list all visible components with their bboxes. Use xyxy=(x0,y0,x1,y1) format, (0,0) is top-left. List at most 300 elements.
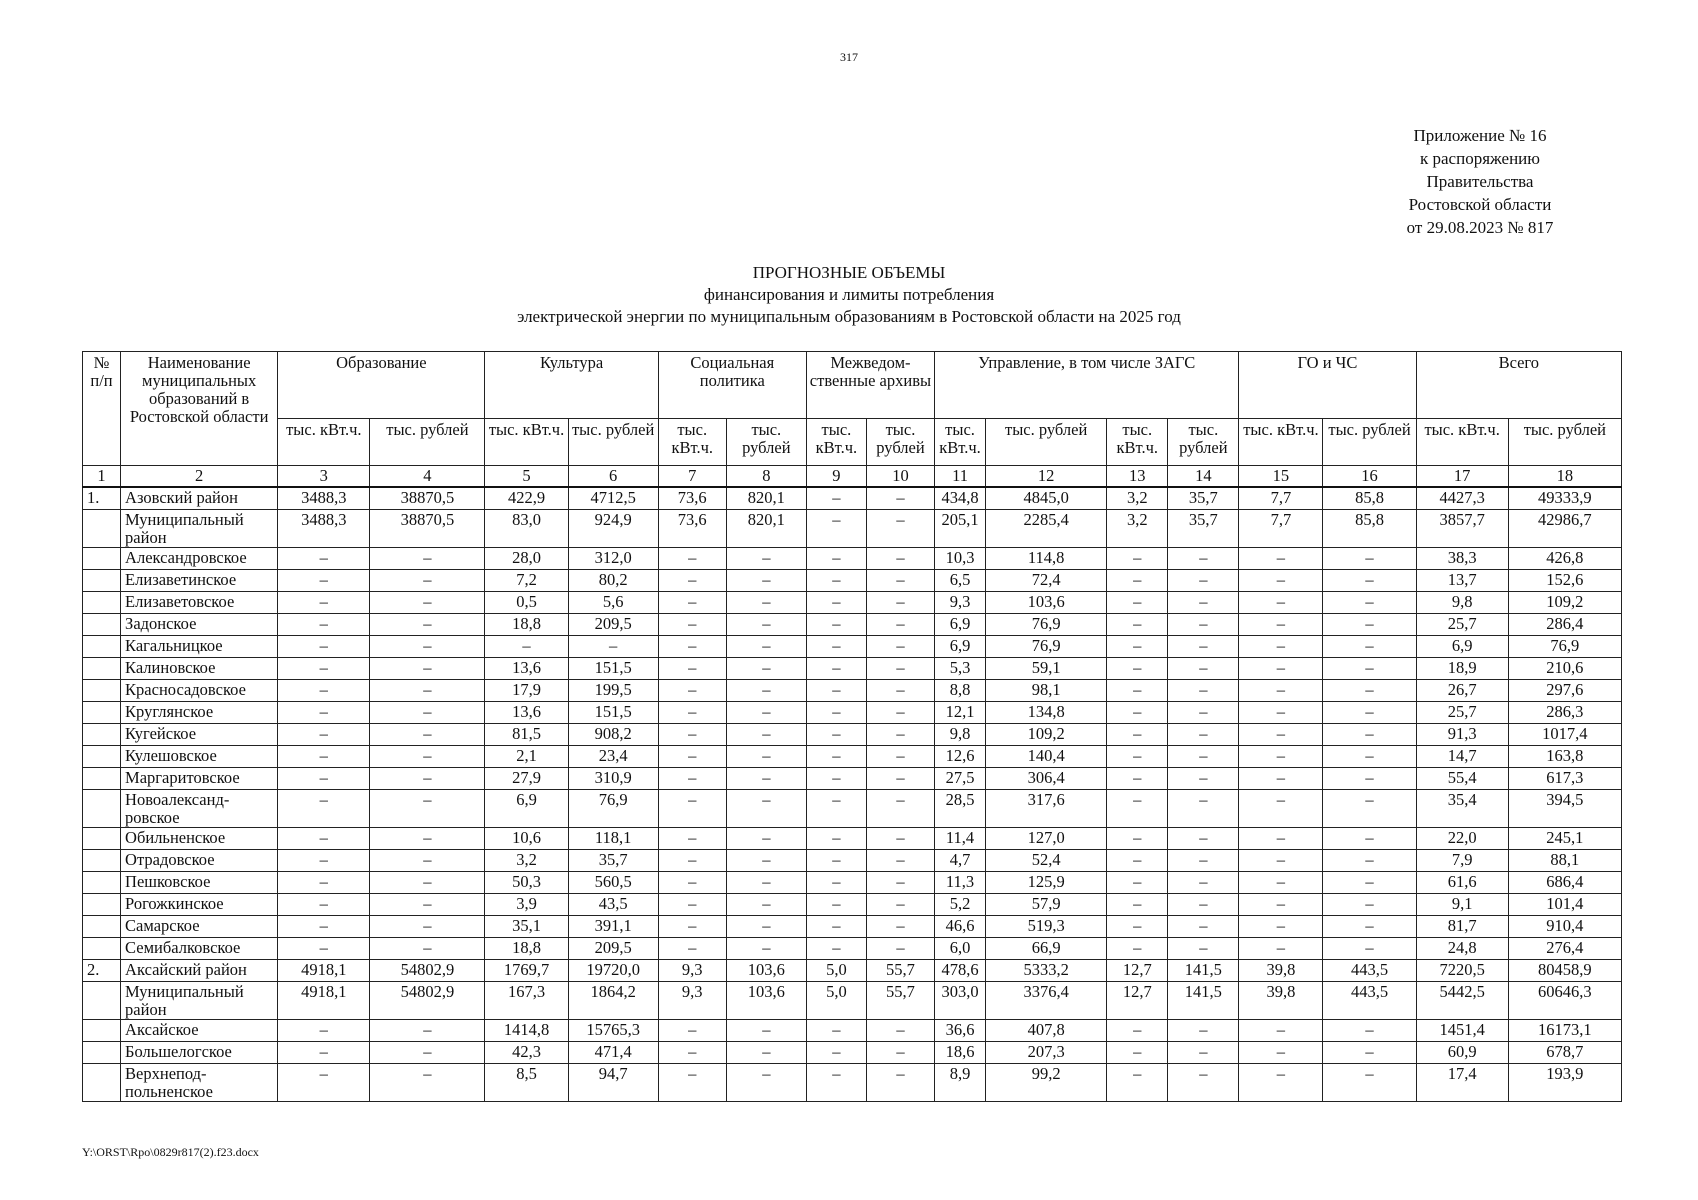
value-cell: 80458,9 xyxy=(1508,960,1621,982)
value-cell: 35,7 xyxy=(1168,510,1239,548)
header-unit: тыс. рублей xyxy=(1508,419,1621,466)
value-cell: – xyxy=(726,790,806,828)
header-unit: тыс. рублей xyxy=(1168,419,1239,466)
value-cell: 2,1 xyxy=(485,746,568,768)
value-cell: – xyxy=(370,872,485,894)
value-cell: – xyxy=(1168,592,1239,614)
value-cell: – xyxy=(1107,614,1168,636)
value-cell: 24,8 xyxy=(1416,938,1508,960)
header-column-number: 9 xyxy=(806,466,866,488)
table-row xyxy=(83,960,1622,982)
value-cell: 13,6 xyxy=(485,658,568,680)
value-cell: – xyxy=(866,680,934,702)
value-cell: 57,9 xyxy=(986,894,1107,916)
value-cell: – xyxy=(866,510,934,548)
value-cell: 560,5 xyxy=(568,872,658,894)
value-cell: 471,4 xyxy=(568,1042,658,1064)
value-cell: – xyxy=(726,658,806,680)
value-cell: 35,1 xyxy=(485,916,568,938)
value-cell: 80,2 xyxy=(568,570,658,592)
value-cell: 10,6 xyxy=(485,828,568,850)
value-cell: 11,4 xyxy=(935,828,986,850)
value-cell: – xyxy=(1323,680,1416,702)
value-cell: 5,0 xyxy=(806,960,866,982)
value-cell: – xyxy=(1168,658,1239,680)
value-cell: 16173,1 xyxy=(1508,1020,1621,1042)
title-line-2: финансирования и лимиты потребления xyxy=(703,285,995,304)
value-cell: – xyxy=(370,746,485,768)
value-cell: – xyxy=(1323,1064,1416,1102)
value-cell: – xyxy=(806,850,866,872)
value-cell: 103,6 xyxy=(726,960,806,982)
municipality-name-cell: Калиновское xyxy=(121,658,278,680)
header-unit: тыс. рублей xyxy=(568,419,658,466)
value-cell: 9,3 xyxy=(658,960,726,982)
value-cell: – xyxy=(485,636,568,658)
value-cell: 141,5 xyxy=(1168,982,1239,1020)
value-cell: – xyxy=(1107,828,1168,850)
value-cell: 3488,3 xyxy=(278,510,370,548)
value-cell: 18,9 xyxy=(1416,658,1508,680)
value-cell: – xyxy=(866,790,934,828)
table-row xyxy=(83,487,1622,510)
value-cell: – xyxy=(806,636,866,658)
value-cell: 55,4 xyxy=(1416,768,1508,790)
header-unit: тыс. рублей xyxy=(1323,419,1416,466)
value-cell: 9,3 xyxy=(935,592,986,614)
value-cell: – xyxy=(806,894,866,916)
municipality-name-cell: Кугейское xyxy=(121,724,278,746)
municipality-name-cell: Кулешовское xyxy=(121,746,278,768)
municipality-name-cell: Семибалковское xyxy=(121,938,278,960)
header-unit: тыс. кВт.ч. xyxy=(485,419,568,466)
value-cell: 85,8 xyxy=(1323,487,1416,510)
value-cell: – xyxy=(1239,548,1323,570)
value-cell: 6,9 xyxy=(1416,636,1508,658)
value-cell: 3488,3 xyxy=(278,487,370,510)
value-cell: – xyxy=(1107,1020,1168,1042)
value-cell: 9,8 xyxy=(935,724,986,746)
municipality-name-cell: Кагальницкое xyxy=(121,636,278,658)
value-cell: 6,9 xyxy=(935,614,986,636)
value-cell: 81,5 xyxy=(485,724,568,746)
value-cell: 91,3 xyxy=(1416,724,1508,746)
value-cell: 434,8 xyxy=(935,487,986,510)
value-cell: – xyxy=(726,636,806,658)
appendix-line: к распоряжению xyxy=(1420,149,1540,168)
value-cell: – xyxy=(1239,724,1323,746)
value-cell: – xyxy=(658,872,726,894)
row-number-cell xyxy=(83,1064,121,1102)
row-number-cell xyxy=(83,724,121,746)
row-number-cell xyxy=(83,894,121,916)
value-cell: 35,7 xyxy=(1168,487,1239,510)
value-cell: 103,6 xyxy=(726,982,806,1020)
header-group-total: Всего xyxy=(1416,352,1621,419)
header-unit: тыс. рублей xyxy=(726,419,806,466)
value-cell: – xyxy=(1323,938,1416,960)
value-cell: – xyxy=(866,1064,934,1102)
value-cell: – xyxy=(1323,790,1416,828)
value-cell: 306,4 xyxy=(986,768,1107,790)
value-cell: – xyxy=(370,636,485,658)
value-cell: – xyxy=(1107,916,1168,938)
value-cell: – xyxy=(658,768,726,790)
header-column-number: 15 xyxy=(1239,466,1323,488)
value-cell: – xyxy=(1107,1064,1168,1102)
value-cell: 55,7 xyxy=(866,960,934,982)
value-cell: – xyxy=(726,872,806,894)
value-cell: – xyxy=(1239,636,1323,658)
value-cell: – xyxy=(658,1064,726,1102)
value-cell: 60,9 xyxy=(1416,1042,1508,1064)
row-number-cell: 2. xyxy=(83,960,121,982)
header-unit: тыс. рублей xyxy=(986,419,1107,466)
value-cell: 17,4 xyxy=(1416,1064,1508,1102)
municipality-name-cell: Обильненское xyxy=(121,828,278,850)
value-cell: 13,6 xyxy=(485,702,568,724)
value-cell: 88,1 xyxy=(1508,850,1621,872)
value-cell: – xyxy=(806,724,866,746)
table-row xyxy=(83,850,1622,872)
value-cell: – xyxy=(1239,894,1323,916)
value-cell: 73,6 xyxy=(658,487,726,510)
value-cell: 94,7 xyxy=(568,1064,658,1102)
value-cell: – xyxy=(658,636,726,658)
value-cell: – xyxy=(806,487,866,510)
value-cell: 199,5 xyxy=(568,680,658,702)
value-cell: 4,7 xyxy=(935,850,986,872)
value-cell: 5,0 xyxy=(806,982,866,1020)
value-cell: – xyxy=(568,636,658,658)
municipality-name-cell: Отрадовское xyxy=(121,850,278,872)
value-cell: 245,1 xyxy=(1508,828,1621,850)
value-cell: 114,8 xyxy=(986,548,1107,570)
value-cell: – xyxy=(370,768,485,790)
value-cell: – xyxy=(726,724,806,746)
value-cell: 27,9 xyxy=(485,768,568,790)
row-number-cell xyxy=(83,702,121,724)
value-cell: – xyxy=(1107,938,1168,960)
row-number-cell xyxy=(83,636,121,658)
header-column-number: 13 xyxy=(1107,466,1168,488)
value-cell: 209,5 xyxy=(568,614,658,636)
value-cell: 6,9 xyxy=(485,790,568,828)
value-cell: – xyxy=(866,916,934,938)
appendix-line: от 29.08.2023 № 817 xyxy=(1406,218,1554,237)
value-cell: – xyxy=(866,1020,934,1042)
value-cell: – xyxy=(726,1020,806,1042)
row-number-cell xyxy=(83,680,121,702)
value-cell: 17,9 xyxy=(485,680,568,702)
value-cell: – xyxy=(1239,938,1323,960)
value-cell: 9,8 xyxy=(1416,592,1508,614)
value-cell: – xyxy=(278,614,370,636)
table-row xyxy=(83,872,1622,894)
value-cell: – xyxy=(658,1042,726,1064)
table-row xyxy=(83,828,1622,850)
value-cell: – xyxy=(370,592,485,614)
value-cell: – xyxy=(278,1064,370,1102)
header-unit: тыс. кВт.ч. xyxy=(1239,419,1323,466)
table-row xyxy=(83,768,1622,790)
value-cell: 7,2 xyxy=(485,570,568,592)
value-cell: – xyxy=(1107,548,1168,570)
row-number-cell xyxy=(83,1042,121,1064)
value-cell: 127,0 xyxy=(986,828,1107,850)
value-cell: 151,5 xyxy=(568,658,658,680)
value-cell: 5,2 xyxy=(935,894,986,916)
header-unit: тыс. рублей xyxy=(370,419,485,466)
value-cell: 38,3 xyxy=(1416,548,1508,570)
value-cell: 4918,1 xyxy=(278,960,370,982)
value-cell: – xyxy=(1107,658,1168,680)
value-cell: 103,6 xyxy=(986,592,1107,614)
value-cell: 54802,9 xyxy=(370,982,485,1020)
municipality-name-cell: Верхнепод-польненское xyxy=(121,1064,278,1102)
value-cell: – xyxy=(806,768,866,790)
header-no: № п/п xyxy=(83,352,121,466)
header-unit: тыс. кВт.ч. xyxy=(658,419,726,466)
value-cell: – xyxy=(806,746,866,768)
value-cell: – xyxy=(1168,570,1239,592)
value-cell: – xyxy=(726,850,806,872)
value-cell: – xyxy=(1323,702,1416,724)
row-number-cell xyxy=(83,790,121,828)
value-cell: 140,4 xyxy=(986,746,1107,768)
appendix-line: Ростовской области xyxy=(1408,195,1552,214)
value-cell: – xyxy=(370,916,485,938)
value-cell: 286,4 xyxy=(1508,614,1621,636)
value-cell: 18,8 xyxy=(485,938,568,960)
municipality-name-cell: Большелогское xyxy=(121,1042,278,1064)
value-cell: 42,3 xyxy=(485,1042,568,1064)
value-cell: 12,6 xyxy=(935,746,986,768)
value-cell: 4427,3 xyxy=(1416,487,1508,510)
value-cell: – xyxy=(726,1064,806,1102)
value-cell: 7,7 xyxy=(1239,487,1323,510)
row-number-cell xyxy=(83,916,121,938)
title-line-3: электрической энергии по муниципальным образованиям в Ростовской области на 2025 год xyxy=(517,307,1181,326)
header-group-social-policy: Социальная политика xyxy=(658,352,806,419)
value-cell: 286,3 xyxy=(1508,702,1621,724)
header-group-culture: Культура xyxy=(485,352,658,419)
municipality-name-cell: Красносадовское xyxy=(121,680,278,702)
value-cell: – xyxy=(806,790,866,828)
header-column-number: 18 xyxy=(1508,466,1621,488)
value-cell: 152,6 xyxy=(1508,570,1621,592)
value-cell: 5,6 xyxy=(568,592,658,614)
value-cell: 5333,2 xyxy=(986,960,1107,982)
municipality-name-cell: Рогожкинское xyxy=(121,894,278,916)
value-cell: – xyxy=(1239,1020,1323,1042)
value-cell: – xyxy=(866,570,934,592)
value-cell: – xyxy=(726,680,806,702)
value-cell: – xyxy=(726,828,806,850)
value-cell: – xyxy=(866,614,934,636)
table-row xyxy=(83,614,1622,636)
value-cell: 207,3 xyxy=(986,1042,1107,1064)
value-cell: 14,7 xyxy=(1416,746,1508,768)
value-cell: 8,9 xyxy=(935,1064,986,1102)
value-cell: 15765,3 xyxy=(568,1020,658,1042)
value-cell: 4845,0 xyxy=(986,487,1107,510)
table-row xyxy=(83,1020,1622,1042)
table-row xyxy=(83,570,1622,592)
value-cell: – xyxy=(726,614,806,636)
value-cell: 12,7 xyxy=(1107,982,1168,1020)
title-line-1: ПРОГНОЗНЫЕ ОБЪЕМЫ xyxy=(752,263,946,282)
value-cell: – xyxy=(1168,702,1239,724)
header-column-number: 8 xyxy=(726,466,806,488)
value-cell: – xyxy=(1323,570,1416,592)
value-cell: – xyxy=(658,790,726,828)
header-group-education: Образование xyxy=(278,352,485,419)
header-name: Наименование муниципальных образований в Ростовской области xyxy=(121,352,278,466)
value-cell: – xyxy=(1239,768,1323,790)
value-cell: 38870,5 xyxy=(370,510,485,548)
row-number-cell xyxy=(83,614,121,636)
row-number-cell xyxy=(83,768,121,790)
value-cell: – xyxy=(370,1020,485,1042)
value-cell: – xyxy=(370,614,485,636)
value-cell: – xyxy=(1107,592,1168,614)
value-cell: 2285,4 xyxy=(986,510,1107,548)
value-cell: – xyxy=(658,850,726,872)
file-path-footer: Y:\ORST\Rpo\0829r817(2).f23.docx xyxy=(82,1145,259,1159)
value-cell: 18,6 xyxy=(935,1042,986,1064)
table-row xyxy=(83,510,1622,548)
value-cell: – xyxy=(278,790,370,828)
value-cell: – xyxy=(278,746,370,768)
value-cell: – xyxy=(1168,894,1239,916)
value-cell: – xyxy=(806,702,866,724)
value-cell: – xyxy=(866,850,934,872)
value-cell: 1769,7 xyxy=(485,960,568,982)
value-cell: 193,9 xyxy=(1508,1064,1621,1102)
value-cell: – xyxy=(278,636,370,658)
value-cell: – xyxy=(726,1042,806,1064)
value-cell: – xyxy=(370,828,485,850)
value-cell: – xyxy=(1323,872,1416,894)
value-cell: – xyxy=(866,702,934,724)
value-cell: – xyxy=(278,768,370,790)
value-cell: – xyxy=(1168,724,1239,746)
value-cell: – xyxy=(866,894,934,916)
value-cell: – xyxy=(1107,724,1168,746)
value-cell: 1864,2 xyxy=(568,982,658,1020)
value-cell: – xyxy=(726,768,806,790)
value-cell: – xyxy=(866,636,934,658)
municipality-name-cell: Задонское xyxy=(121,614,278,636)
value-cell: – xyxy=(278,850,370,872)
value-cell: 1414,8 xyxy=(485,1020,568,1042)
value-cell: 5442,5 xyxy=(1416,982,1508,1020)
value-cell: – xyxy=(370,658,485,680)
value-cell: – xyxy=(1107,768,1168,790)
row-number-cell xyxy=(83,828,121,850)
value-cell: 76,9 xyxy=(568,790,658,828)
value-cell: – xyxy=(806,1020,866,1042)
value-cell: – xyxy=(1323,916,1416,938)
value-cell: – xyxy=(1239,746,1323,768)
value-cell: – xyxy=(1323,1020,1416,1042)
table-row xyxy=(83,724,1622,746)
value-cell: – xyxy=(1239,680,1323,702)
municipality-name-cell: Аксайское xyxy=(121,1020,278,1042)
value-cell: 50,3 xyxy=(485,872,568,894)
value-cell: 42986,7 xyxy=(1508,510,1621,548)
value-cell: 19720,0 xyxy=(568,960,658,982)
value-cell: – xyxy=(1239,1042,1323,1064)
value-cell: – xyxy=(866,746,934,768)
value-cell: – xyxy=(278,724,370,746)
header-column-number: 14 xyxy=(1168,466,1239,488)
value-cell: 13,7 xyxy=(1416,570,1508,592)
value-cell: – xyxy=(658,702,726,724)
value-cell: – xyxy=(1239,790,1323,828)
value-cell: – xyxy=(278,828,370,850)
municipality-name-cell: Круглянское xyxy=(121,702,278,724)
value-cell: – xyxy=(370,680,485,702)
value-cell: 426,8 xyxy=(1508,548,1621,570)
value-cell: 118,1 xyxy=(568,828,658,850)
table-row xyxy=(83,938,1622,960)
value-cell: 210,6 xyxy=(1508,658,1621,680)
value-cell: – xyxy=(1323,724,1416,746)
value-cell: – xyxy=(1107,790,1168,828)
value-cell: – xyxy=(806,548,866,570)
value-cell: – xyxy=(1168,746,1239,768)
value-cell: – xyxy=(658,614,726,636)
value-cell: 23,4 xyxy=(568,746,658,768)
value-cell: – xyxy=(806,510,866,548)
row-number-cell xyxy=(83,982,121,1020)
value-cell: – xyxy=(1107,894,1168,916)
municipality-name-cell: Маргаритовское xyxy=(121,768,278,790)
value-cell: – xyxy=(1239,916,1323,938)
value-cell: 38870,5 xyxy=(370,487,485,510)
value-cell: 11,3 xyxy=(935,872,986,894)
appendix-line: Правительства xyxy=(1426,172,1534,191)
value-cell: 310,9 xyxy=(568,768,658,790)
table-row xyxy=(83,982,1622,1020)
value-cell: 3376,4 xyxy=(986,982,1107,1020)
value-cell: – xyxy=(658,916,726,938)
value-cell: 26,7 xyxy=(1416,680,1508,702)
value-cell: 28,0 xyxy=(485,548,568,570)
header-column-number: 6 xyxy=(568,466,658,488)
value-cell: – xyxy=(278,680,370,702)
value-cell: 46,6 xyxy=(935,916,986,938)
value-cell: 205,1 xyxy=(935,510,986,548)
header-column-number: 11 xyxy=(935,466,986,488)
value-cell: – xyxy=(1168,1020,1239,1042)
value-cell: 43,5 xyxy=(568,894,658,916)
value-cell: 12,7 xyxy=(1107,960,1168,982)
municipality-name-cell: Елизаветовское xyxy=(121,592,278,614)
value-cell: 101,4 xyxy=(1508,894,1621,916)
value-cell: 66,9 xyxy=(986,938,1107,960)
header-column-number: 3 xyxy=(278,466,370,488)
value-cell: 407,8 xyxy=(986,1020,1107,1042)
row-number-cell xyxy=(83,592,121,614)
table-row xyxy=(83,658,1622,680)
value-cell: 22,0 xyxy=(1416,828,1508,850)
table-row xyxy=(83,702,1622,724)
value-cell: – xyxy=(866,658,934,680)
value-cell: – xyxy=(1168,850,1239,872)
